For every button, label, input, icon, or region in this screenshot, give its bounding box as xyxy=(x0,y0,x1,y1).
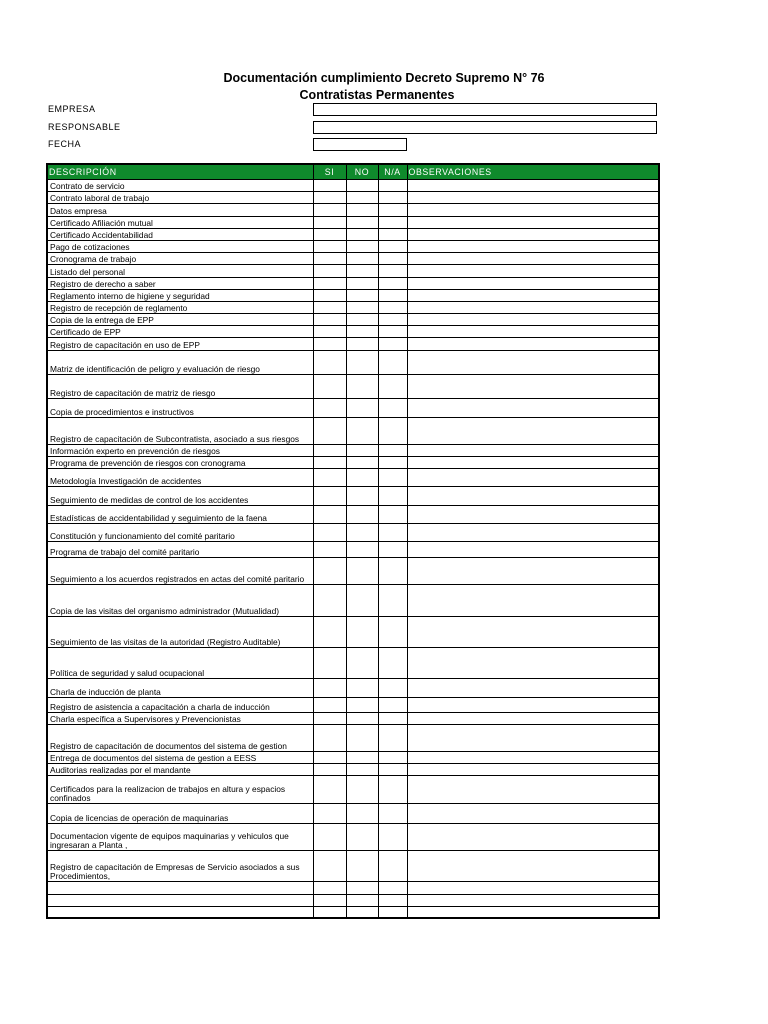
no-cell[interactable] xyxy=(346,823,378,850)
na-cell[interactable] xyxy=(378,764,407,776)
no-cell[interactable] xyxy=(346,216,378,228)
observaciones-cell[interactable] xyxy=(407,338,659,350)
na-cell[interactable] xyxy=(378,823,407,850)
no-cell[interactable] xyxy=(346,180,378,192)
observaciones-cell[interactable] xyxy=(407,542,659,558)
row-description: Certificados para la realizacion de trabajos en altura y espacios confinados xyxy=(47,776,313,804)
row-description: Información experto en prevención de riesgos xyxy=(47,444,313,456)
table-row xyxy=(47,648,659,679)
table-row xyxy=(47,228,659,240)
si-cell[interactable] xyxy=(313,289,346,301)
row-description: Registro de capacitación de matriz de riesgo xyxy=(47,375,313,399)
no-cell[interactable] xyxy=(346,456,378,468)
si-cell[interactable] xyxy=(313,557,346,584)
row-description: Registro de asistencia a capacitación a charla de inducción xyxy=(47,698,313,713)
si-cell[interactable] xyxy=(313,487,346,505)
observaciones-cell[interactable] xyxy=(407,505,659,523)
col-na-header: N/A xyxy=(378,164,407,180)
row-description: Contrato de servicio xyxy=(47,180,313,192)
no-cell[interactable] xyxy=(346,557,378,584)
col-si-header: SI xyxy=(313,164,346,180)
row-description: Auditorias realizadas por el mandante xyxy=(47,764,313,776)
no-cell[interactable] xyxy=(346,764,378,776)
no-cell[interactable] xyxy=(346,894,378,906)
row-description: Seguimiento de medidas de control de los accidentes xyxy=(47,487,313,505)
observaciones-cell[interactable] xyxy=(407,882,659,894)
si-cell[interactable] xyxy=(313,648,346,679)
table-row xyxy=(47,216,659,228)
row-description: Copia de procedimientos e instructivos xyxy=(47,399,313,417)
no-cell[interactable] xyxy=(346,444,378,456)
si-cell[interactable] xyxy=(313,265,346,277)
no-cell[interactable] xyxy=(346,350,378,374)
observaciones-cell[interactable] xyxy=(407,584,659,616)
row-description xyxy=(47,906,313,918)
table-row xyxy=(47,468,659,486)
no-cell[interactable] xyxy=(346,417,378,444)
table-row xyxy=(47,894,659,906)
row-description: Charla de inducción de planta xyxy=(47,678,313,698)
no-cell[interactable] xyxy=(346,776,378,804)
table-row xyxy=(47,444,659,456)
col-descripcion-header: DESCRIPCIÓN xyxy=(47,164,313,180)
row-description: Copia de la entrega de EPP xyxy=(47,314,313,326)
no-cell[interactable] xyxy=(346,648,378,679)
si-cell[interactable] xyxy=(313,523,346,541)
table-row xyxy=(47,505,659,523)
row-description: Registro de capacitación de Empresas de Servicio asociados a sus Procedimientos, xyxy=(47,850,313,882)
si-cell[interactable] xyxy=(313,417,346,444)
col-observaciones-header: OBSERVACIONES xyxy=(407,164,659,180)
row-description: Programa de trabajo del comité paritario xyxy=(47,542,313,558)
si-cell[interactable] xyxy=(313,505,346,523)
no-cell[interactable] xyxy=(346,277,378,289)
si-cell[interactable] xyxy=(313,228,346,240)
no-cell[interactable] xyxy=(346,850,378,882)
empresa-label: EMPRESA xyxy=(48,104,96,114)
observaciones-cell[interactable] xyxy=(407,823,659,850)
empresa-field[interactable] xyxy=(313,103,657,116)
na-cell[interactable] xyxy=(378,468,407,486)
na-cell[interactable] xyxy=(378,487,407,505)
observaciones-cell[interactable] xyxy=(407,350,659,374)
no-cell[interactable] xyxy=(346,228,378,240)
row-description: Seguimiento de las visitas de la autoridad (Registro Auditable) xyxy=(47,616,313,648)
na-cell[interactable] xyxy=(378,314,407,326)
table-row xyxy=(47,326,659,338)
no-cell[interactable] xyxy=(346,616,378,648)
row-description: Certificado Afiliación mutual xyxy=(47,216,313,228)
si-cell[interactable] xyxy=(313,468,346,486)
na-cell[interactable] xyxy=(378,253,407,265)
row-description: Certificado de EPP xyxy=(47,326,313,338)
table-row xyxy=(47,776,659,804)
row-description: Registro de capacitación de documentos del sistema de gestion xyxy=(47,725,313,752)
no-cell[interactable] xyxy=(346,751,378,763)
table-row xyxy=(47,712,659,724)
observaciones-cell[interactable] xyxy=(407,906,659,918)
row-description: Copia de las visitas del organismo administrador (Mutualidad) xyxy=(47,584,313,616)
observaciones-cell[interactable] xyxy=(407,301,659,313)
na-cell[interactable] xyxy=(378,289,407,301)
na-cell[interactable] xyxy=(378,192,407,204)
na-cell[interactable] xyxy=(378,804,407,824)
observaciones-cell[interactable] xyxy=(407,751,659,763)
table-row xyxy=(47,882,659,894)
row-description xyxy=(47,882,313,894)
si-cell[interactable] xyxy=(313,584,346,616)
table-row xyxy=(47,523,659,541)
row-description: Cronograma de trabajo xyxy=(47,253,313,265)
row-description: Datos empresa xyxy=(47,204,313,216)
table-row xyxy=(47,338,659,350)
observaciones-cell[interactable] xyxy=(407,468,659,486)
table-row xyxy=(47,192,659,204)
no-cell[interactable] xyxy=(346,326,378,338)
no-cell[interactable] xyxy=(346,375,378,399)
table-row xyxy=(47,265,659,277)
row-description: Listado del personal xyxy=(47,265,313,277)
na-cell[interactable] xyxy=(378,240,407,252)
checklist-table xyxy=(46,163,660,919)
no-cell[interactable] xyxy=(346,804,378,824)
no-cell[interactable] xyxy=(346,698,378,713)
observaciones-cell[interactable] xyxy=(407,894,659,906)
si-cell[interactable] xyxy=(313,698,346,713)
na-cell[interactable] xyxy=(378,584,407,616)
si-cell[interactable] xyxy=(313,253,346,265)
si-cell[interactable] xyxy=(313,350,346,374)
observaciones-cell[interactable] xyxy=(407,253,659,265)
no-cell[interactable] xyxy=(346,192,378,204)
col-no-header: NO xyxy=(346,164,378,180)
na-cell[interactable] xyxy=(378,326,407,338)
na-cell[interactable] xyxy=(378,277,407,289)
row-description: Copia de licencias de operación de maquinarias xyxy=(47,804,313,824)
row-description: Registro de derecho a saber xyxy=(47,277,313,289)
table-row xyxy=(47,277,659,289)
no-cell[interactable] xyxy=(346,906,378,918)
observaciones-cell[interactable] xyxy=(407,444,659,456)
no-cell[interactable] xyxy=(346,542,378,558)
observaciones-cell[interactable] xyxy=(407,616,659,648)
row-description: Registro de capacitación en uso de EPP xyxy=(47,338,313,350)
row-description: Entrega de documentos del sistema de gestion a EESS xyxy=(47,751,313,763)
si-cell[interactable] xyxy=(313,204,346,216)
no-cell[interactable] xyxy=(346,301,378,313)
na-cell[interactable] xyxy=(378,505,407,523)
observaciones-cell[interactable] xyxy=(407,648,659,679)
observaciones-cell[interactable] xyxy=(407,216,659,228)
observaciones-cell[interactable] xyxy=(407,456,659,468)
table-row xyxy=(47,301,659,313)
observaciones-cell[interactable] xyxy=(407,698,659,713)
observaciones-cell[interactable] xyxy=(407,712,659,724)
si-cell[interactable] xyxy=(313,751,346,763)
row-description: Contrato laboral de trabajo xyxy=(47,192,313,204)
observaciones-cell[interactable] xyxy=(407,204,659,216)
row-description: Seguimiento a los acuerdos registrados en actas del comité paritario xyxy=(47,557,313,584)
table-row xyxy=(47,375,659,399)
no-cell[interactable] xyxy=(346,314,378,326)
si-cell[interactable] xyxy=(313,850,346,882)
table-row xyxy=(47,399,659,417)
na-cell[interactable] xyxy=(378,894,407,906)
table-row xyxy=(47,240,659,252)
no-cell[interactable] xyxy=(346,253,378,265)
si-cell[interactable] xyxy=(313,712,346,724)
observaciones-cell[interactable] xyxy=(407,326,659,338)
na-cell[interactable] xyxy=(378,180,407,192)
si-cell[interactable] xyxy=(313,894,346,906)
table-row xyxy=(47,350,659,374)
observaciones-cell[interactable] xyxy=(407,375,659,399)
document-title: Documentación cumplimiento Decreto Supremo N° 76 xyxy=(223,71,545,85)
na-cell[interactable] xyxy=(378,712,407,724)
row-description: Estadísticas de accidentabilidad y seguimiento de la faena xyxy=(47,505,313,523)
observaciones-cell[interactable] xyxy=(407,725,659,752)
no-cell[interactable] xyxy=(346,505,378,523)
na-cell[interactable] xyxy=(378,557,407,584)
table-row xyxy=(47,557,659,584)
table-row xyxy=(47,751,659,763)
si-cell[interactable] xyxy=(313,725,346,752)
no-cell[interactable] xyxy=(346,338,378,350)
observaciones-cell[interactable] xyxy=(407,850,659,882)
no-cell[interactable] xyxy=(346,204,378,216)
na-cell[interactable] xyxy=(378,751,407,763)
no-cell[interactable] xyxy=(346,523,378,541)
responsable-field[interactable] xyxy=(313,121,657,134)
si-cell[interactable] xyxy=(313,776,346,804)
row-description: Charla específica a Supervisores y Prevencionistas xyxy=(47,712,313,724)
row-description: Certificado Accidentabilidad xyxy=(47,228,313,240)
na-cell[interactable] xyxy=(378,350,407,374)
row-description: Constitución y funcionamiento del comité paritario xyxy=(47,523,313,541)
si-cell[interactable] xyxy=(313,314,346,326)
responsable-label: RESPONSABLE xyxy=(48,122,121,132)
row-description: Pago de cotizaciones xyxy=(47,240,313,252)
na-cell[interactable] xyxy=(378,776,407,804)
na-cell[interactable] xyxy=(378,228,407,240)
si-cell[interactable] xyxy=(313,764,346,776)
table-row xyxy=(47,823,659,850)
fecha-field[interactable] xyxy=(313,138,407,151)
no-cell[interactable] xyxy=(346,399,378,417)
observaciones-cell[interactable] xyxy=(407,487,659,505)
table-row xyxy=(47,542,659,558)
na-cell[interactable] xyxy=(378,301,407,313)
si-cell[interactable] xyxy=(313,180,346,192)
na-cell[interactable] xyxy=(378,523,407,541)
row-description: Política de seguridad y salud ocupacional xyxy=(47,648,313,679)
table-row xyxy=(47,456,659,468)
observaciones-cell[interactable] xyxy=(407,764,659,776)
na-cell[interactable] xyxy=(378,648,407,679)
no-cell[interactable] xyxy=(346,265,378,277)
observaciones-cell[interactable] xyxy=(407,399,659,417)
table-row xyxy=(47,487,659,505)
table-row xyxy=(47,698,659,713)
si-cell[interactable] xyxy=(313,277,346,289)
na-cell[interactable] xyxy=(378,375,407,399)
observaciones-cell[interactable] xyxy=(407,523,659,541)
fecha-label: FECHA xyxy=(48,139,82,149)
na-cell[interactable] xyxy=(378,216,407,228)
si-cell[interactable] xyxy=(313,678,346,698)
observaciones-cell[interactable] xyxy=(407,289,659,301)
table-row xyxy=(47,289,659,301)
si-cell[interactable] xyxy=(313,542,346,558)
table-row xyxy=(47,764,659,776)
si-cell[interactable] xyxy=(313,882,346,894)
na-cell[interactable] xyxy=(378,725,407,752)
observaciones-cell[interactable] xyxy=(407,776,659,804)
si-cell[interactable] xyxy=(313,326,346,338)
no-cell[interactable] xyxy=(346,712,378,724)
si-cell[interactable] xyxy=(313,823,346,850)
observaciones-cell[interactable] xyxy=(407,180,659,192)
no-cell[interactable] xyxy=(346,468,378,486)
no-cell[interactable] xyxy=(346,240,378,252)
na-cell[interactable] xyxy=(378,698,407,713)
table-row xyxy=(47,678,659,698)
table-row xyxy=(47,725,659,752)
table-row xyxy=(47,616,659,648)
observaciones-cell[interactable] xyxy=(407,417,659,444)
observaciones-cell[interactable] xyxy=(407,804,659,824)
no-cell[interactable] xyxy=(346,882,378,894)
no-cell[interactable] xyxy=(346,487,378,505)
row-description: Metodología Investigación de accidentes xyxy=(47,468,313,486)
observaciones-cell[interactable] xyxy=(407,277,659,289)
observaciones-cell[interactable] xyxy=(407,314,659,326)
observaciones-cell[interactable] xyxy=(407,240,659,252)
na-cell[interactable] xyxy=(378,542,407,558)
document-subtitle: Contratistas Permanentes xyxy=(299,88,455,102)
na-cell[interactable] xyxy=(378,265,407,277)
table-row xyxy=(47,314,659,326)
row-description: Matriz de identificación de peligro y evaluación de riesgo xyxy=(47,350,313,374)
table-row xyxy=(47,584,659,616)
observaciones-cell[interactable] xyxy=(407,228,659,240)
na-cell[interactable] xyxy=(378,417,407,444)
si-cell[interactable] xyxy=(313,399,346,417)
table-row xyxy=(47,204,659,216)
row-description xyxy=(47,894,313,906)
table-row xyxy=(47,804,659,824)
na-cell[interactable] xyxy=(378,882,407,894)
si-cell[interactable] xyxy=(313,338,346,350)
observaciones-cell[interactable] xyxy=(407,192,659,204)
row-description: Documentacion vigente de equipos maquinarias y vehiculos que ingresaran a Planta , xyxy=(47,823,313,850)
si-cell[interactable] xyxy=(313,375,346,399)
si-cell[interactable] xyxy=(313,444,346,456)
si-cell[interactable] xyxy=(313,456,346,468)
observaciones-cell[interactable] xyxy=(407,557,659,584)
checklist-header-row xyxy=(47,164,659,180)
table-row xyxy=(47,906,659,918)
table-row xyxy=(47,180,659,192)
na-cell[interactable] xyxy=(378,444,407,456)
na-cell[interactable] xyxy=(378,906,407,918)
na-cell[interactable] xyxy=(378,204,407,216)
row-description: Reglamento interno de higiene y seguridad xyxy=(47,289,313,301)
na-cell[interactable] xyxy=(378,456,407,468)
na-cell[interactable] xyxy=(378,338,407,350)
si-cell[interactable] xyxy=(313,192,346,204)
na-cell[interactable] xyxy=(378,399,407,417)
no-cell[interactable] xyxy=(346,289,378,301)
table-row xyxy=(47,253,659,265)
row-description: Registro de recepción de reglamento xyxy=(47,301,313,313)
na-cell[interactable] xyxy=(378,678,407,698)
na-cell[interactable] xyxy=(378,850,407,882)
si-cell[interactable] xyxy=(313,616,346,648)
observaciones-cell[interactable] xyxy=(407,678,659,698)
row-description: Programa de prevención de riesgos con cronograma xyxy=(47,456,313,468)
no-cell[interactable] xyxy=(346,678,378,698)
si-cell[interactable] xyxy=(313,301,346,313)
row-description: Registro de capacitación de Subcontratista, asociado a sus riesgos xyxy=(47,417,313,444)
observaciones-cell[interactable] xyxy=(407,265,659,277)
no-cell[interactable] xyxy=(346,584,378,616)
si-cell[interactable] xyxy=(313,240,346,252)
table-row xyxy=(47,850,659,882)
si-cell[interactable] xyxy=(313,216,346,228)
na-cell[interactable] xyxy=(378,616,407,648)
no-cell[interactable] xyxy=(346,725,378,752)
si-cell[interactable] xyxy=(313,804,346,824)
table-row xyxy=(47,417,659,444)
si-cell[interactable] xyxy=(313,906,346,918)
